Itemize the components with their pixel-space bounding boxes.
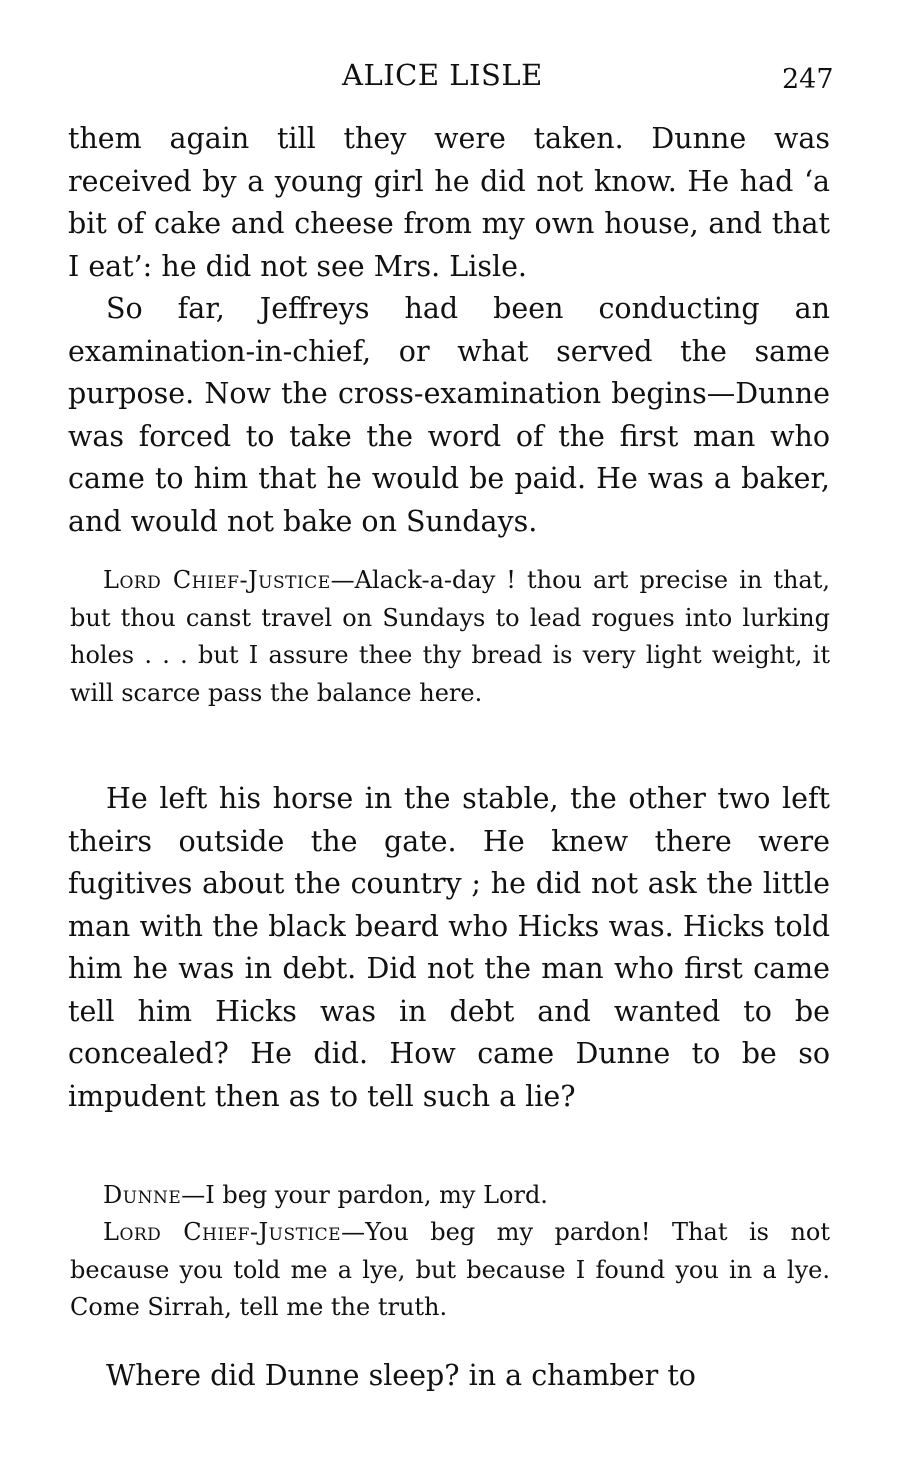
quote-text: —You beg my pardon! That is not because you told me a lye, but because I found you in a lye. Come Sirrah, tell me the truth. xyxy=(70,1218,831,1321)
quote-speaker: Lord Chief-Justice xyxy=(103,1218,342,1246)
quote-speaker: Lord Chief-Justice xyxy=(103,566,331,594)
paragraph-2: So far, Jeffreys had been conducting an examination-in-chief, or what served the same purpose. Now the cross-examination begins—Dunne was forced to take the word of the first man who came to him that he would be paid. He was a baker, and would not bake on Sundays. xyxy=(68,292,830,538)
page-title: ALICE LISLE xyxy=(342,58,543,92)
quote-text: —I beg your pardon, my Lord. xyxy=(181,1181,548,1209)
page-number: 247 xyxy=(782,64,834,95)
quote-text: —Alack-a-day ! thou art precise in that, but thou canst travel on Sundays to lead rogues into lurking holes . . . but I assure thee thy bread is very light weight, it will scarce pass the balance here. xyxy=(70,566,831,707)
quote-3 xyxy=(70,1214,830,1327)
quote-2 xyxy=(70,1177,830,1215)
paragraph-3: He left his horse in the stable, the other two left theirs outside the gate. He knew there were fugitives about the country ; he did not ask the little man with the black beard who Hicks was. Hicks told him he was in debt. Did not the man who first came tell him Hicks was in debt and wanted to be concealed? He did. How came Dunne to be so impudent then as to tell such a lie? xyxy=(68,782,830,1113)
running-head xyxy=(0,58,900,98)
quote-speaker: Dunne xyxy=(103,1181,182,1209)
paragraph-4: Where did Dunne sleep? in a chamber to xyxy=(106,1359,696,1392)
quote-1 xyxy=(70,562,830,712)
paragraph-1: them again till they were taken. Dunne was received by a young girl he did not know. He had ‘a bit of cake and cheese from my own house, and that I eat’: he did not see Mrs. Lisle. xyxy=(68,122,830,283)
